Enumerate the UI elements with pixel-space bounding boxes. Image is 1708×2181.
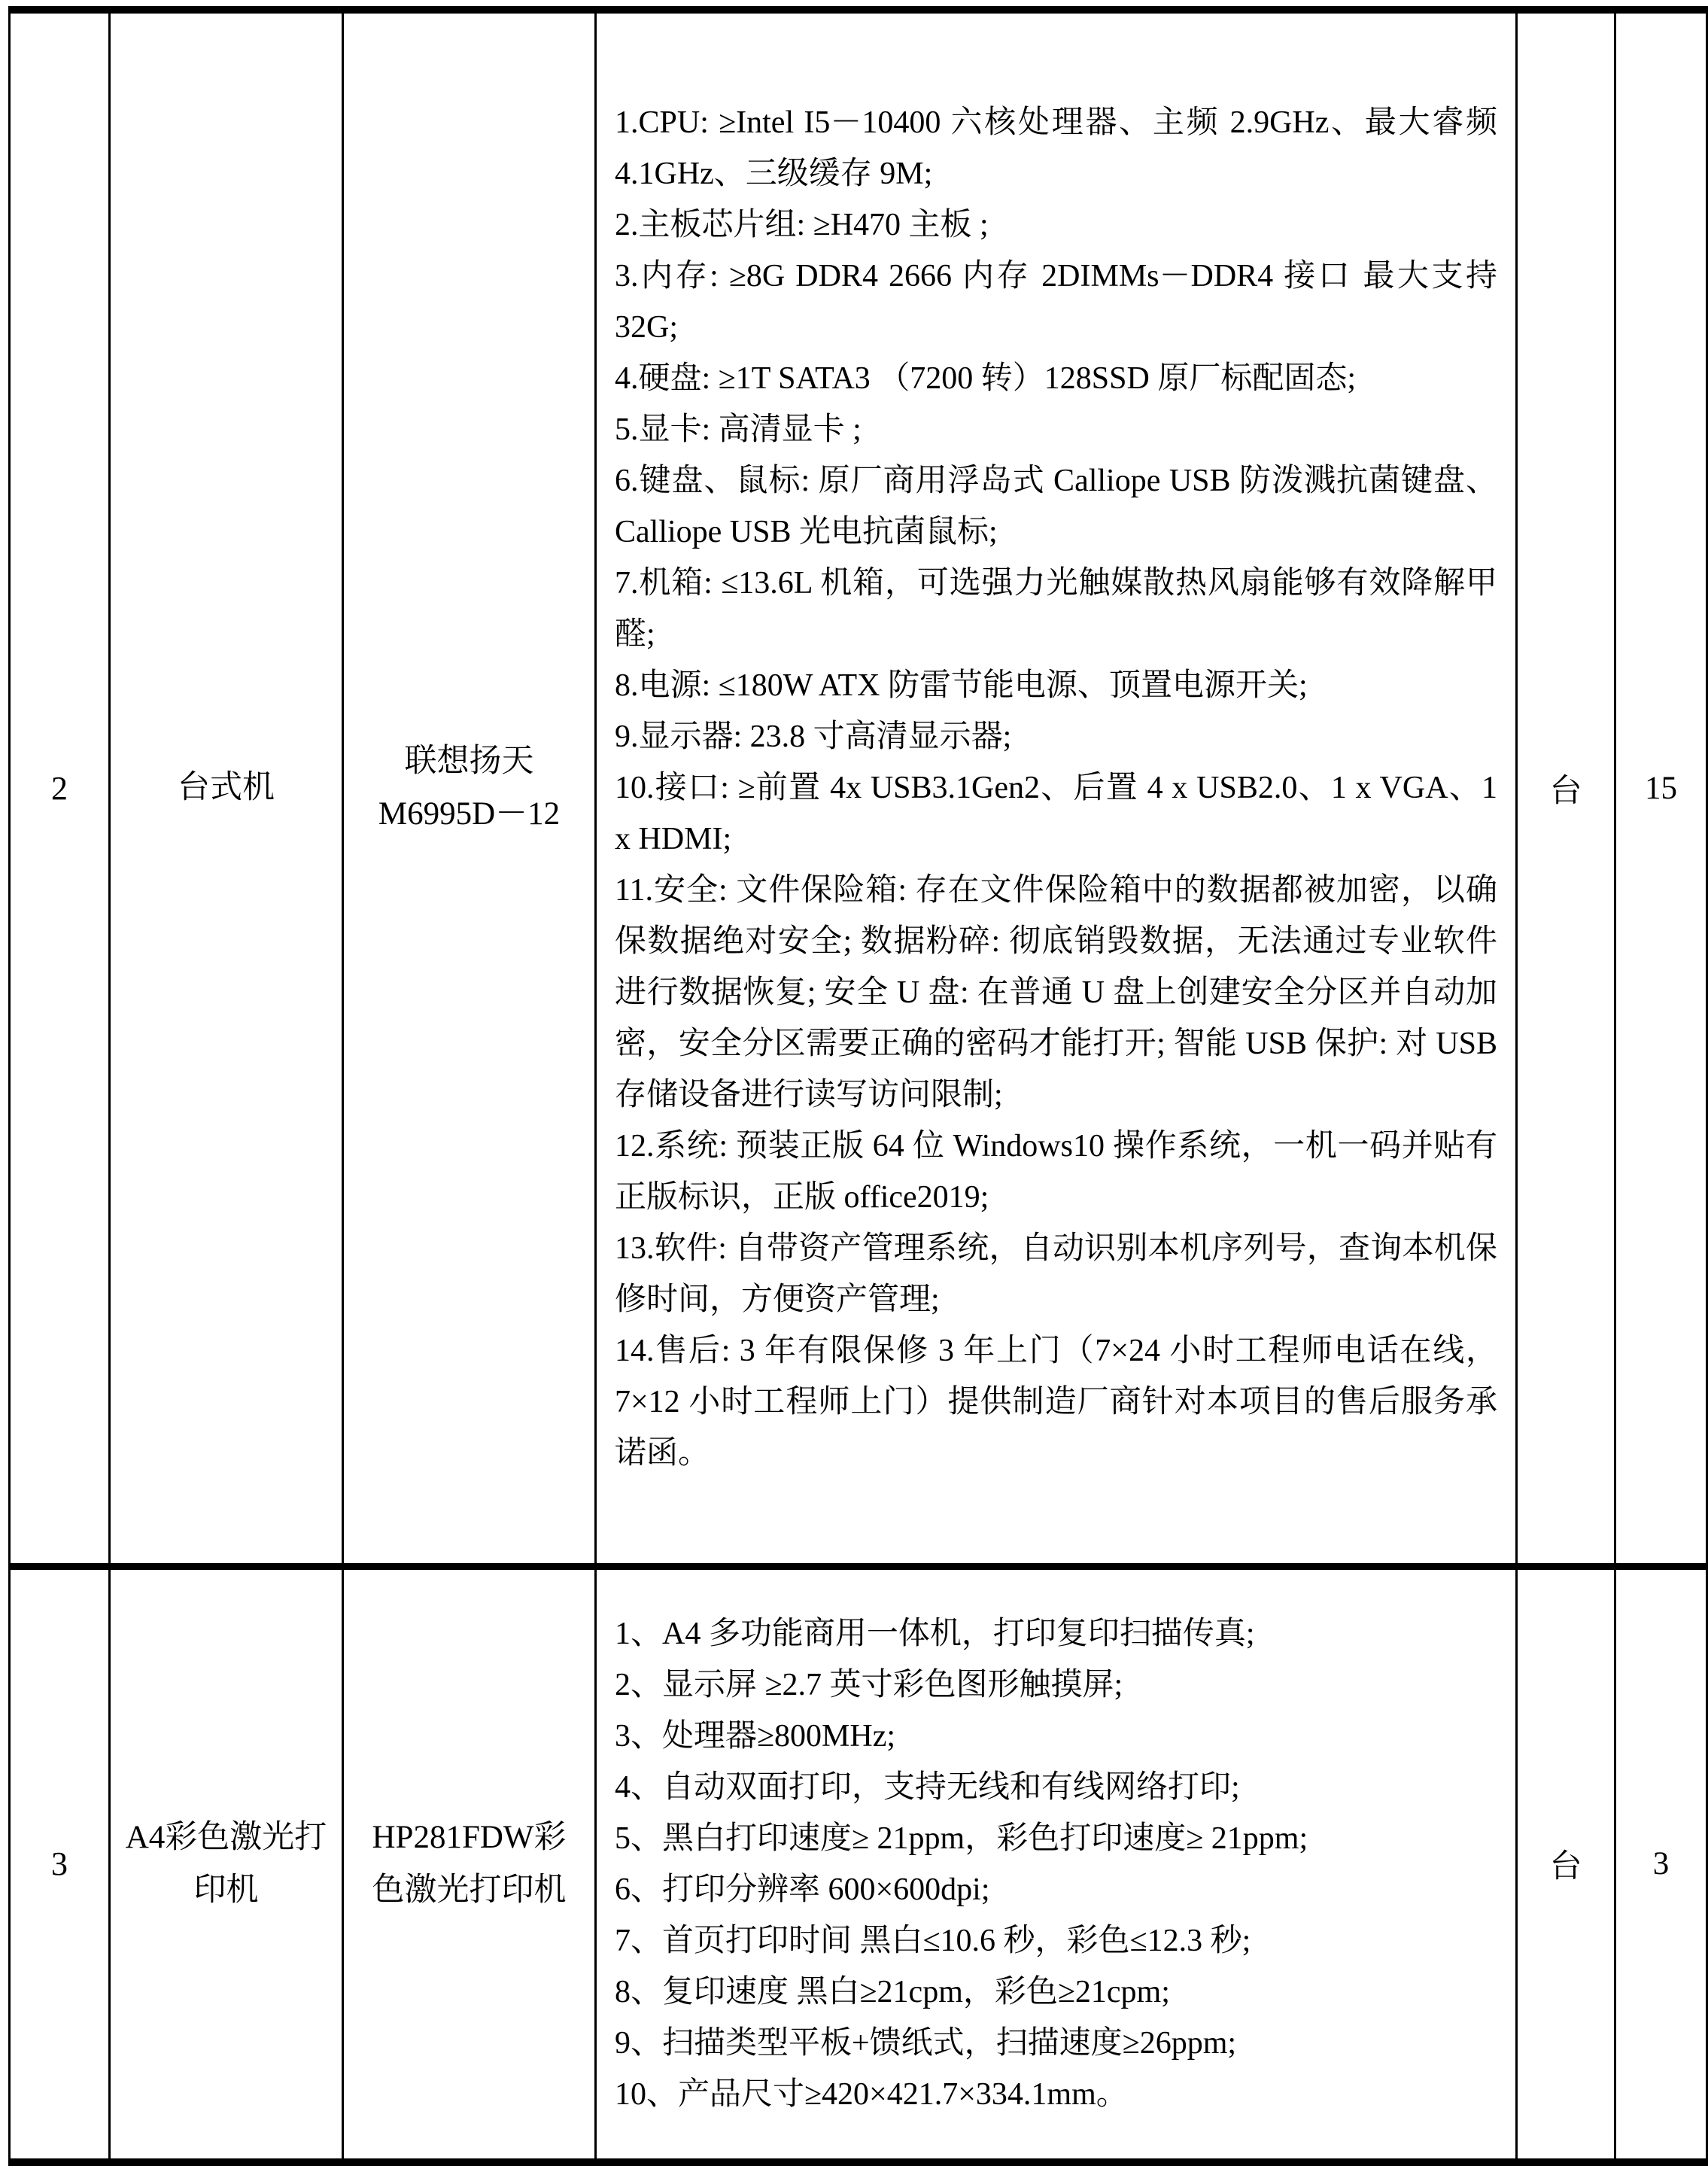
item-unit: 台 (1549, 773, 1582, 809)
item-unit-cell (1517, 1566, 1615, 2162)
item-model-cell (343, 1566, 596, 2162)
item-quantity: 3 (1652, 1846, 1670, 1882)
item-quantity: 15 (1645, 770, 1677, 806)
spec-line: 5、黑白打印速度≥ 21ppm，彩色打印速度≥ 21ppm; (615, 1821, 1308, 1856)
item-specs-cell (596, 10, 1517, 1566)
spec-line: 2、显示屏 ≥2.7 英寸彩色图形触摸屏; (615, 1667, 1123, 1702)
spec-line: 11.安全: 文件保险箱: 存在文件保险箱中的数据都被加密，以确保数据绝对安全; 数据粉碎: 彻底销毁数据，无法通过专业软件进行数据恢复; 安全 U 盘: 在普通 U 盘上创建安全分区并自动加密，安全分区需要正确的密码才能打开; 智能 USB 保护: 对 USB 存储设备进行读写访问限制; (615, 873, 1497, 1113)
spec-line: 3、处理器≥800MHz; (615, 1718, 896, 1754)
spec-line: 4、自动双面打印，支持无线和有线网络打印; (615, 1769, 1240, 1805)
spec-line: 10.接口: ≥前置 4x USB3.1Gen2、后置 4 x USB2.0、1 x VGA、1 x HDMI; (615, 771, 1497, 857)
spec-line: 8.电源: ≤180W ATX 防雷节能电源、顶置电源开关; (615, 668, 1308, 704)
spec-line: 9、扫描类型平板+馈纸式，扫描速度≥26ppm; (615, 2025, 1237, 2061)
table-row-desktop (10, 10, 1707, 1566)
spec-line: 1.CPU: ≥Intel I5－10400 六核处理器、主频 2.9GHz、最大睿频 4.1GHz、三级缓存 9M; (615, 105, 1497, 192)
spec-line: 2.主板芯片组: ≥H470 主板 ; (615, 208, 989, 243)
spec-line: 5.显卡: 高清显卡 ; (615, 412, 862, 448)
spec-line: 13.软件: 自带资产管理系统，自动识别本机序列号，查询本机保修时间，方便资产管理; (615, 1231, 1497, 1318)
item-name: 台式机 (178, 770, 275, 806)
item-name: A4彩色激光打印机 (125, 1819, 327, 1908)
item-number-cell (10, 1566, 110, 2162)
spec-line: 14.售后: 3 年有限保修 3 年上门（7×24 小时工程师电话在线，7×12 小时工程师上门）提供制造厂商针对本项目的售后服务承诺函。 (615, 1334, 1497, 1471)
spec-line: 7.机箱: ≤13.6L 机箱，可选强力光触媒散热风扇能够有效降解甲醛; (615, 566, 1497, 652)
spec-line: 1、A4 多功能商用一体机，打印复印扫描传真; (615, 1616, 1255, 1651)
item-number: 3 (51, 1845, 68, 1883)
spec-line: 4.硬盘: ≥1T SATA3 （7200 转）128SSD 原厂标配固态; (615, 361, 1356, 397)
spec-line: 8、复印速度 黑白≥21cpm，彩色≥21cpm; (615, 1974, 1170, 2009)
spec-line: 7、首页打印时间 黑白≤10.6 秒，彩色≤12.3 秒; (615, 1923, 1251, 1958)
item-model: 联想扬天M6995D－12 (378, 744, 561, 832)
item-name-cell (110, 10, 343, 1566)
table-row-printer (10, 1566, 1707, 2162)
item-quantity-cell (1615, 10, 1707, 1566)
item-model-cell (343, 10, 596, 1566)
spec-line: 9.显示器: 23.8 寸高清显示器; (615, 719, 1012, 755)
item-number-cell (10, 10, 110, 1566)
item-unit: 台 (1549, 1849, 1582, 1885)
spec-line: 12.系统: 预装正版 64 位 Windows10 操作系统，一机一码并贴有正版标识，正版 office2019; (615, 1129, 1497, 1215)
item-quantity-cell (1615, 1566, 1707, 2162)
spec-line: 6、打印分辨率 600×600dpi; (615, 1872, 990, 1907)
spec-line: 10、产品尺寸≥420×421.7×334.1mm。 (615, 2076, 1128, 2112)
item-unit-cell (1517, 10, 1615, 1566)
item-number: 2 (51, 769, 68, 807)
spec-line: 6.键盘、鼠标: 原厂商用浮岛式 Calliope USB 防泼溅抗菌键盘、Calliope USB 光电抗菌鼠标; (615, 464, 1497, 550)
item-name-cell (110, 1566, 343, 2162)
spec-line: 3.内存: ≥8G DDR4 2666 内存 2DIMMs－DDR4 接口 最大支持 32G; (615, 259, 1497, 345)
equipment-spec-table (8, 6, 1708, 2166)
item-specs-cell (596, 1566, 1517, 2162)
item-model: HP281FDW彩色激光打印机 (372, 1819, 567, 1908)
